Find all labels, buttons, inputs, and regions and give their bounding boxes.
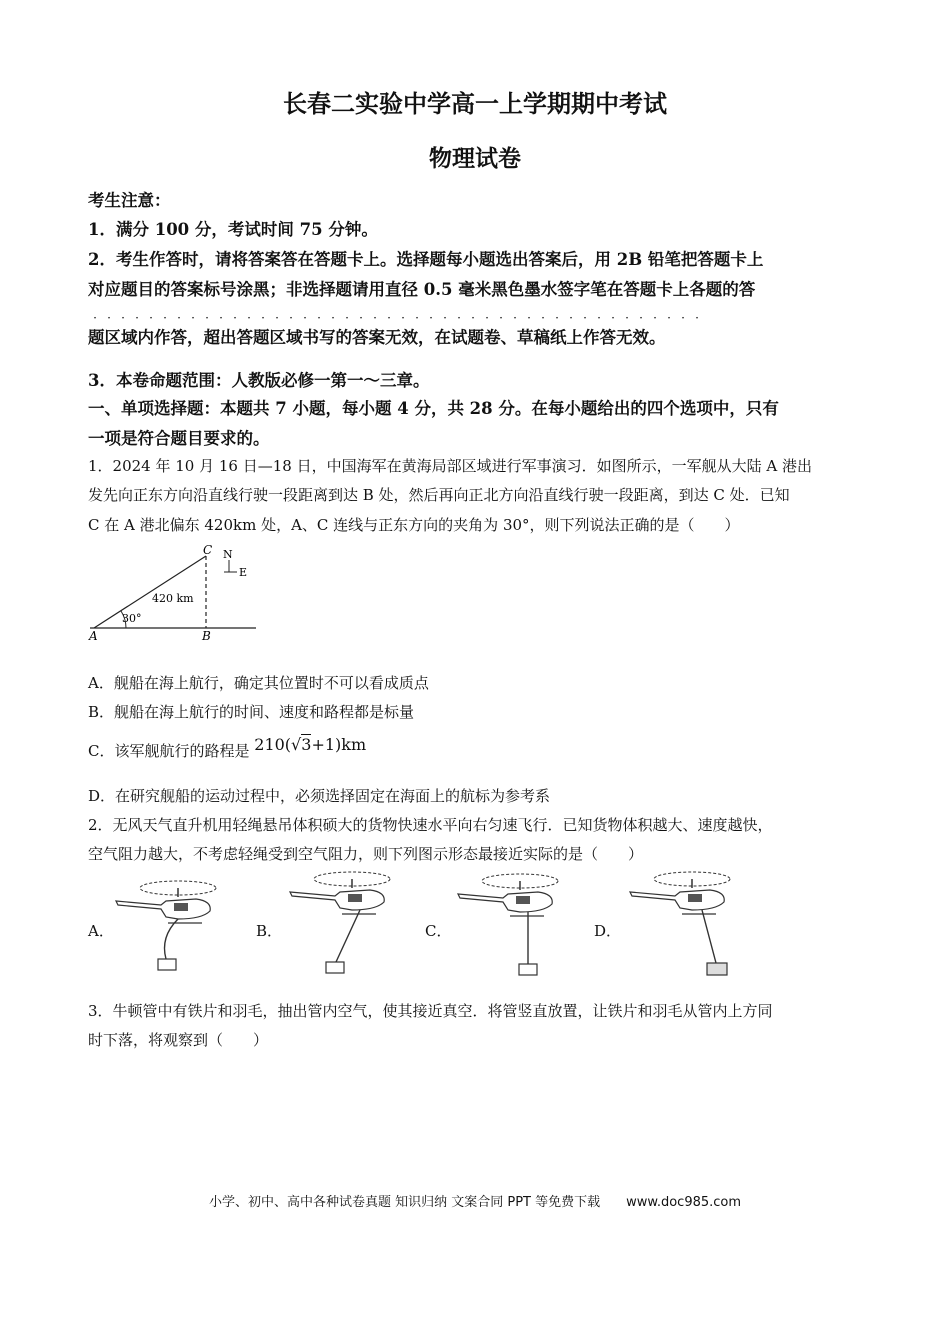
footer-site-link[interactable]: www.doc985.com (626, 1195, 742, 1210)
question-2-option-c-label: C． (425, 922, 452, 940)
label-c: C (203, 543, 213, 557)
question-1-option-a: A．舰船在海上航行，确定其位置时不可以看成质点 (88, 674, 429, 692)
question-1-option-c (88, 735, 367, 761)
question-1-line-2: 发先向正东方向沿直线行驶一段距离到达 B 处，然后再向正北方向沿直线行驶一段距离，到达 C 处．已知 (88, 486, 790, 504)
question-1-figure (86, 542, 261, 642)
label-n: N (223, 548, 233, 561)
question-2-line-2: 空气阻力越大，不考虑轻绳受到空气阻力，则下列图示形态最接近实际的是（ ） (88, 845, 644, 863)
exam-title: 长春二实验中学高一上学期期中考试 (283, 89, 667, 118)
question-2-line-1: 2．无风天气直升机用轻绳悬吊体积硕大的货物快速水平向右匀速飞行．已知货物体积越大、速度越快， (88, 816, 773, 834)
question-1-option-b: B．舰船在海上航行的时间、速度和路程都是标量 (88, 703, 415, 721)
question-1-line-3: C 在 A 港北偏东 420km 处，A、C 连线与正东方向的夹角为 30°，则下列说法正确的是（ ） (88, 516, 740, 534)
label-a: A (89, 629, 98, 642)
formula-prefix: 210( (254, 735, 292, 754)
notice-item-2-line-2: 对应题目的答案标号涂黑；非选择题请用直径 0.5 毫米黑色墨水签字笔在答题卡上各题的答 (88, 280, 756, 299)
question-2-option-b-label: B． (256, 922, 283, 940)
question-3-line-2: 时下落，将观察到（ ） (88, 1031, 269, 1049)
formula-root: 3 (301, 735, 312, 754)
section-1-instruction-line-1: 一、单项选择题：本题共 7 小题，每小题 4 分，共 28 分。在每小题给出的四个选项中，只有 (88, 399, 779, 418)
helicopter-figure-c (448, 868, 578, 980)
angle-label: 30° (122, 612, 142, 625)
notice-item-1: 1．满分 100 分，考试时间 75 分钟。 (88, 220, 378, 239)
formula-suffix: +1)km (311, 735, 367, 754)
notice-item-3: 3．本卷命题范围：人教版必修一第一～三章。 (88, 371, 430, 390)
label-b: B (202, 629, 211, 642)
section-1-instruction-line-2: 一项是符合题目要求的。 (88, 429, 270, 448)
distance-label: 420 km (152, 592, 194, 605)
question-2-option-d-label: D． (594, 922, 622, 940)
helicopter-figure-b (280, 866, 410, 981)
helicopter-figure-a (106, 875, 236, 980)
question-3-line-1: 3．牛顿管中有铁片和羽毛，抽出管内空气，使其接近真空．将管竖直放置，让铁片和羽毛从管内上方同 (88, 1002, 773, 1020)
question-2-option-a-label: A． (88, 922, 114, 940)
question-1-line-1: 1．2024 年 10 月 16 日—18 日，中国海军在黄海局部区域进行军事演习．如图所示，一军舰从大陆 A 港出 (88, 457, 812, 475)
sqrt-sign: √ (291, 735, 302, 754)
helicopter-figure-d (620, 866, 750, 981)
footer-text: 小学、初中、高中各种试卷真题 知识归纳 文案合同 PPT 等免费下载 (208, 1195, 601, 1210)
notice-item-2-line-3: 题区域内作答，超出答题区域书写的答案无效，在试题卷、草稿纸上作答无效。 (88, 328, 666, 347)
notice-heading: 考生注意： (88, 191, 171, 210)
question-1-option-d: D．在研究舰船的运动过程中，必须选择固定在海面上的航标为参考系 (88, 787, 551, 805)
notice-item-2-line-1: 2．考生作答时，请将答案答在答题卡上。选择题每小题选出答案后，用 2B 铅笔把答题卡上 (88, 250, 764, 269)
exam-subtitle: 物理试卷 (429, 145, 521, 172)
option-c-formula (254, 735, 366, 754)
emphasis-dots: · · · · · · · · · · · · · · · · · · · · · · · · · · · · · · · · · · · · · · · · · · · · (93, 311, 699, 325)
option-c-text: C．该军舰航行的路程是 (88, 742, 250, 760)
label-e: E (239, 566, 248, 579)
page-footer (0, 1191, 950, 1210)
